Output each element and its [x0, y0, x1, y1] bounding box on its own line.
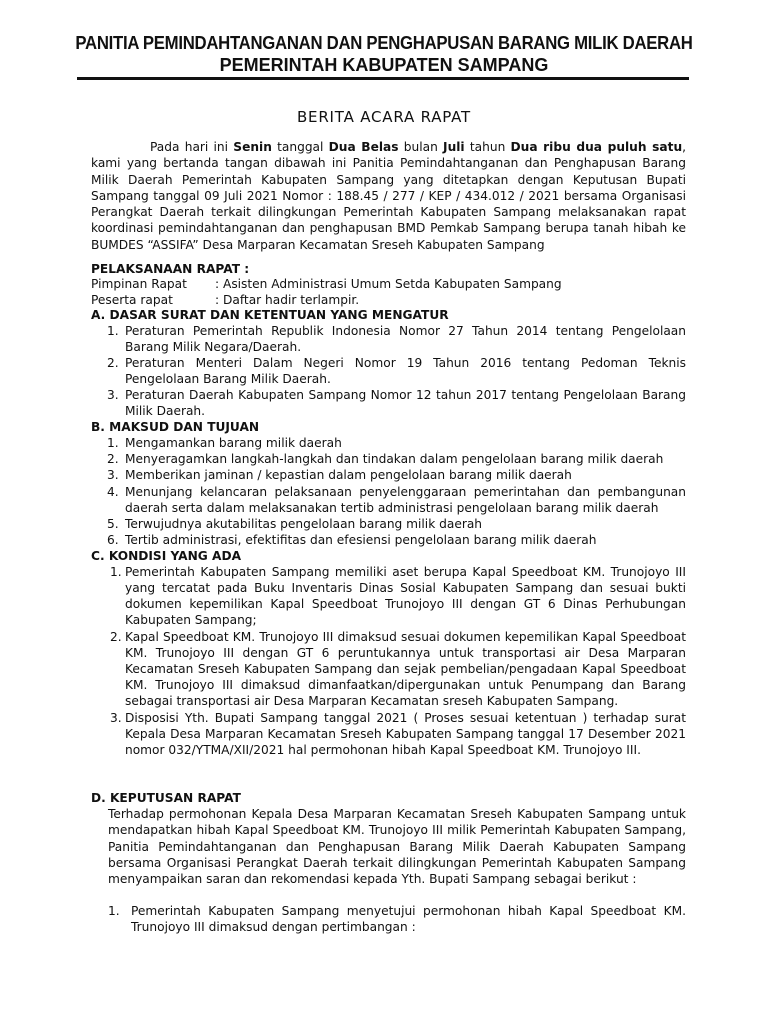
list-number: 2.: [110, 630, 122, 644]
list-number: 5.: [107, 517, 119, 531]
list-item: Memberikan jaminan / kepastian dalam pengelolaan barang milik daerah: [125, 468, 572, 482]
header-government-name: PEMERINTAH KABUPATEN SAMPANG: [219, 55, 549, 75]
decision-paragraph: Terhadap permohonan Kepala Desa Marparan Kecamatan Sreseh Kabupaten Sampang untuk mendapatkan hibah Kapal Speedboat KM. Trunojoyo III milik Pemerintah Kabupaten Sampang, Panitia Pemindahtanganan dan Penghapusan Barang Milik Daerah Kabupaten Sampang bersama Organisasi Perangkat Daerah terkait dilingkungan Pemerintah Kabupaten Sampang menyampaikan saran dan rekomendasi kepada Yth. Bupati Sampang sebagai berikut :: [108, 807, 686, 887]
pelaksanaan-heading: PELAKSANAAN RAPAT :: [91, 262, 250, 276]
list-number: 1.: [107, 436, 119, 450]
list-item: Tertib administrasi, efektifitas dan efesiensi pengelolaan barang milik daerah: [125, 533, 597, 547]
list-number: 1.: [110, 565, 122, 579]
peserta-label: Peserta rapat: [91, 293, 173, 307]
opening-paragraph: Pada hari ini Senin tanggal Dua Belas bulan Juli tahun Dua ribu dua puluh satu, kami yang bertanda tangan dibawah ini Panitia Pemindahtanganan dan Penghapusan Barang Milik Daerah Pemerintah Kabupaten Sampang yang ditetapkan dengan Keputusan Bupati Sampang tanggal 09 Juli 2021 Nomor : 188.45 / 277 / KEP / 434.012 / 2021 bersama Organisasi Perangkat Daerah terkait dilingkungan Pemerintah Kabupaten Sampang melaksanakan rapat koordinasi pemindahtanganan dan penghapusan BMD Pemkab Sampang berupa tanah hibah ke BUMDES “ASSIFA” Desa Marparan Kecamatan Sreseh Kabupaten Sampang: [91, 140, 686, 252]
section-d-heading: D. KEPUTUSAN RAPAT: [91, 791, 241, 805]
list-item: Peraturan Menteri Dalam Negeri Nomor 19 Tahun 2016 tentang Pedoman Teknis Pengelolaan Barang Milik Daerah.: [125, 356, 686, 387]
meeting-day: Senin: [233, 140, 272, 154]
list-item: Peraturan Pemerintah Republik Indonesia Nomor 27 Tahun 2014 tentang Pengelolaan Barang Milik Negara/Daerah.: [125, 324, 686, 355]
list-item: Disposisi Yth. Bupati Sampang tanggal 2021 ( Proses sesuai ketentuan ) terhadap surat Kepala Desa Marparan Kecamatan Sreseh Kabupaten Sampang tanggal 17 Desember 2021 nomor 032/YTMA/XII/2021 hal permohonan hibah Kapal Speedboat KM. Trunojoyo III.: [125, 711, 686, 758]
list-number: 1.: [107, 324, 119, 338]
list-item: Menyeragamkan langkah-langkah dan tindakan dalam pengelolaan barang milik daerah: [125, 452, 664, 466]
section-a-heading: A. DASAR SURAT DAN KETENTUAN YANG MENGATUR: [91, 308, 449, 322]
section-c-heading: C. KONDISI YANG ADA: [91, 549, 241, 563]
list-item: Mengamankan barang milik daerah: [125, 436, 342, 450]
list-number: 1.: [108, 904, 120, 918]
list-number: 3.: [107, 388, 119, 402]
section-b-heading: B. MAKSUD DAN TUJUAN: [91, 420, 260, 434]
meeting-date: Dua Belas: [328, 140, 399, 154]
list-item: Menunjang kelancaran pelaksanaan penyelenggaraan pemerintahan dan pembangunan daerah serta dalam melaksanakan tertib administrasi pengelolaan barang milik daerah: [125, 485, 686, 516]
peserta-value: : Daftar hadir terlampir.: [215, 293, 360, 307]
header-rule: [77, 77, 689, 80]
meeting-month: Juli: [443, 140, 465, 154]
pimpinan-value: : Asisten Administrasi Umum Setda Kabupaten Sampang: [215, 277, 562, 291]
list-item: Terwujudnya akutabilitas pengelolaan barang milik daerah: [125, 517, 483, 531]
meeting-year: Dua ribu dua puluh satu: [510, 140, 683, 154]
list-number: 6.: [107, 533, 119, 547]
list-number: 2.: [107, 356, 119, 370]
list-item: Peraturan Daerah Kabupaten Sampang Nomor 12 tahun 2017 tentang Pengelolaan Barang Milik Daerah.: [125, 388, 686, 419]
list-number: 2.: [107, 452, 119, 466]
header-committee-name: PANITIA PEMINDAHTANGANAN DAN PENGHAPUSAN BARANG MILIK DAERAH: [75, 33, 693, 53]
list-number: 4.: [107, 485, 119, 499]
list-number: 3.: [110, 711, 122, 725]
document-title: BERITA ACARA RAPAT: [296, 108, 472, 126]
list-item: Kapal Speedboat KM. Trunojoyo III dimaksud sesuai dokumen kepemilikan Kapal Speedboat KM. Trunojoyo III dengan GT 6 peruntukannya untuk transportasi air Desa Marparan Kecamatan Sreseh Kabupaten Sampang dan sejak pembelian/pengadaan Kapal Speedboat KM. Trunojoyo III dimaksud dimanfaatkan/dipergunakan untuk Penumpang dan Barang sebagai transportasi air Desa Marparan Kecamatan sreseh Kabupaten Sampang.: [125, 630, 686, 709]
list-item: Pemerintah Kabupaten Sampang menyetujui permohonan hibah Kapal Speedboat KM. Trunojoyo III dimaksud dengan pertimbangan :: [131, 904, 686, 935]
list-item: Pemerintah Kabupaten Sampang memiliki aset berupa Kapal Speedboat KM. Trunojoyo III yang tercatat pada Buku Inventaris Dinas Sosial Kabupaten Sampang dan sesuai bukti dokumen kepemilikan Kapal Speedboat Trunojoyo III dengan GT 6 Dinas Perhubungan Kabupaten Sampang;: [125, 565, 686, 628]
list-number: 3.: [107, 468, 119, 482]
pimpinan-label: Pimpinan Rapat: [91, 277, 187, 291]
